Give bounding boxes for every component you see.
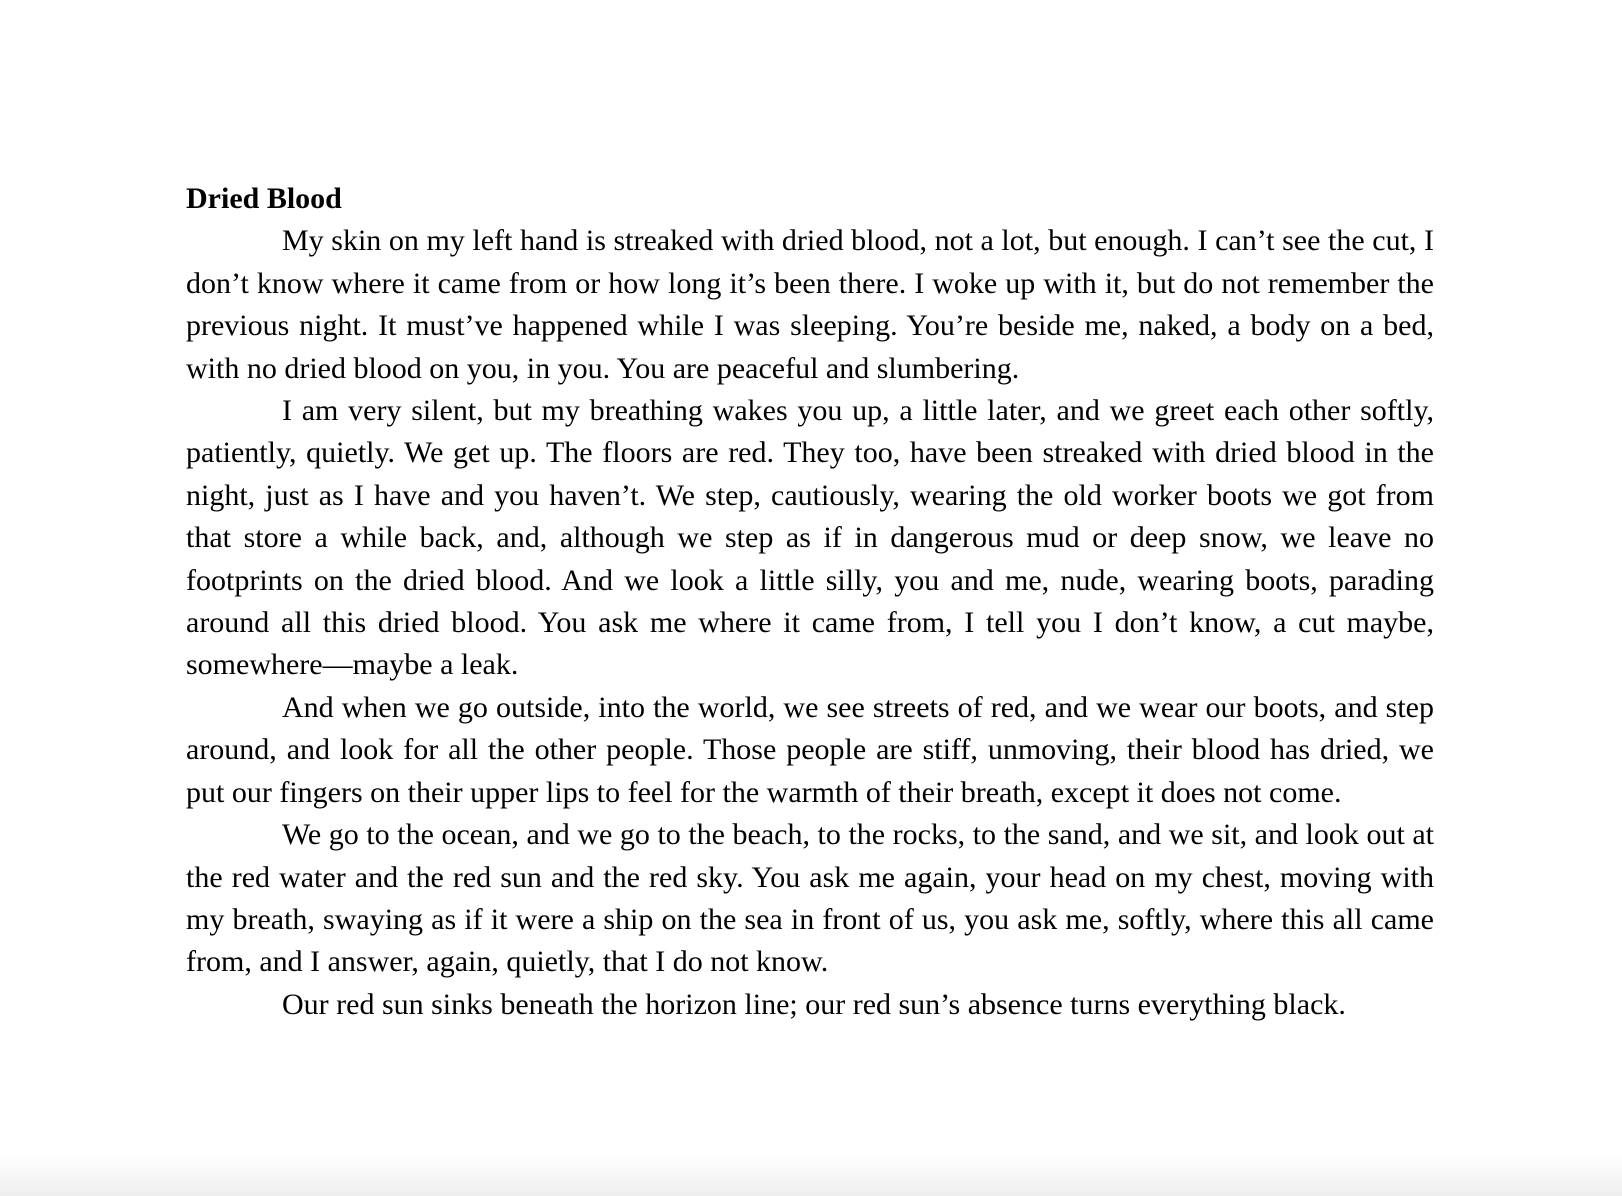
bottom-edge-shadow <box>0 1156 1622 1196</box>
paragraph-2: I am very silent, but my breathing wakes you up, a little later, and we greet each other softly, patiently, quietly. We get up. The floors are red. They too, have been streaked with dried blood in the night, just as I have and you haven’t. We step, cautiously, wearing the old worker boots we got from that store a while back, and, although we step as if in dangerous mud or deep snow, we leave no footprints on the dried blood. And we look a little silly, you and me, nude, wearing boots, parading around all this dried blood. You ask me where it came from, I tell you I don’t know, a cut maybe, somewhere—maybe a leak. <box>186 394 1434 682</box>
document-page <box>186 178 1434 1026</box>
document-title: Dried Blood <box>186 182 342 215</box>
paragraph-4: We go to the ocean, and we go to the beach, to the rocks, to the sand, and we sit, and look out at the red water and the red sun and the red sky. You ask me again, your head on my chest, moving with my breath, swaying as if it were a ship on the sea in front of us, you ask me, softly, where this all came from, and I answer, again, quietly, that I do not know. <box>186 818 1434 979</box>
paragraph-5: Our red sun sinks beneath the horizon line; our red sun’s absence turns everything black. <box>282 987 1346 1021</box>
paragraph-3: And when we go outside, into the world, we see streets of red, and we wear our boots, and step around, and look for all the other people. Those people are stiff, unmoving, their blood has dried, we put our fingers on their upper lips to feel for the warmth of their breath, except it does not come. <box>186 690 1434 809</box>
paragraph-1: My skin on my left hand is streaked with dried blood, not a lot, but enough. I can’t see the cut, I don’t know where it came from or how long it’s been there. I woke up with it, but do not remember the previous night. It must’ve happened while I was sleeping. You’re beside me, naked, a body on a bed, with no dried blood on you, in you. You are peaceful and slumbering. <box>186 224 1434 385</box>
